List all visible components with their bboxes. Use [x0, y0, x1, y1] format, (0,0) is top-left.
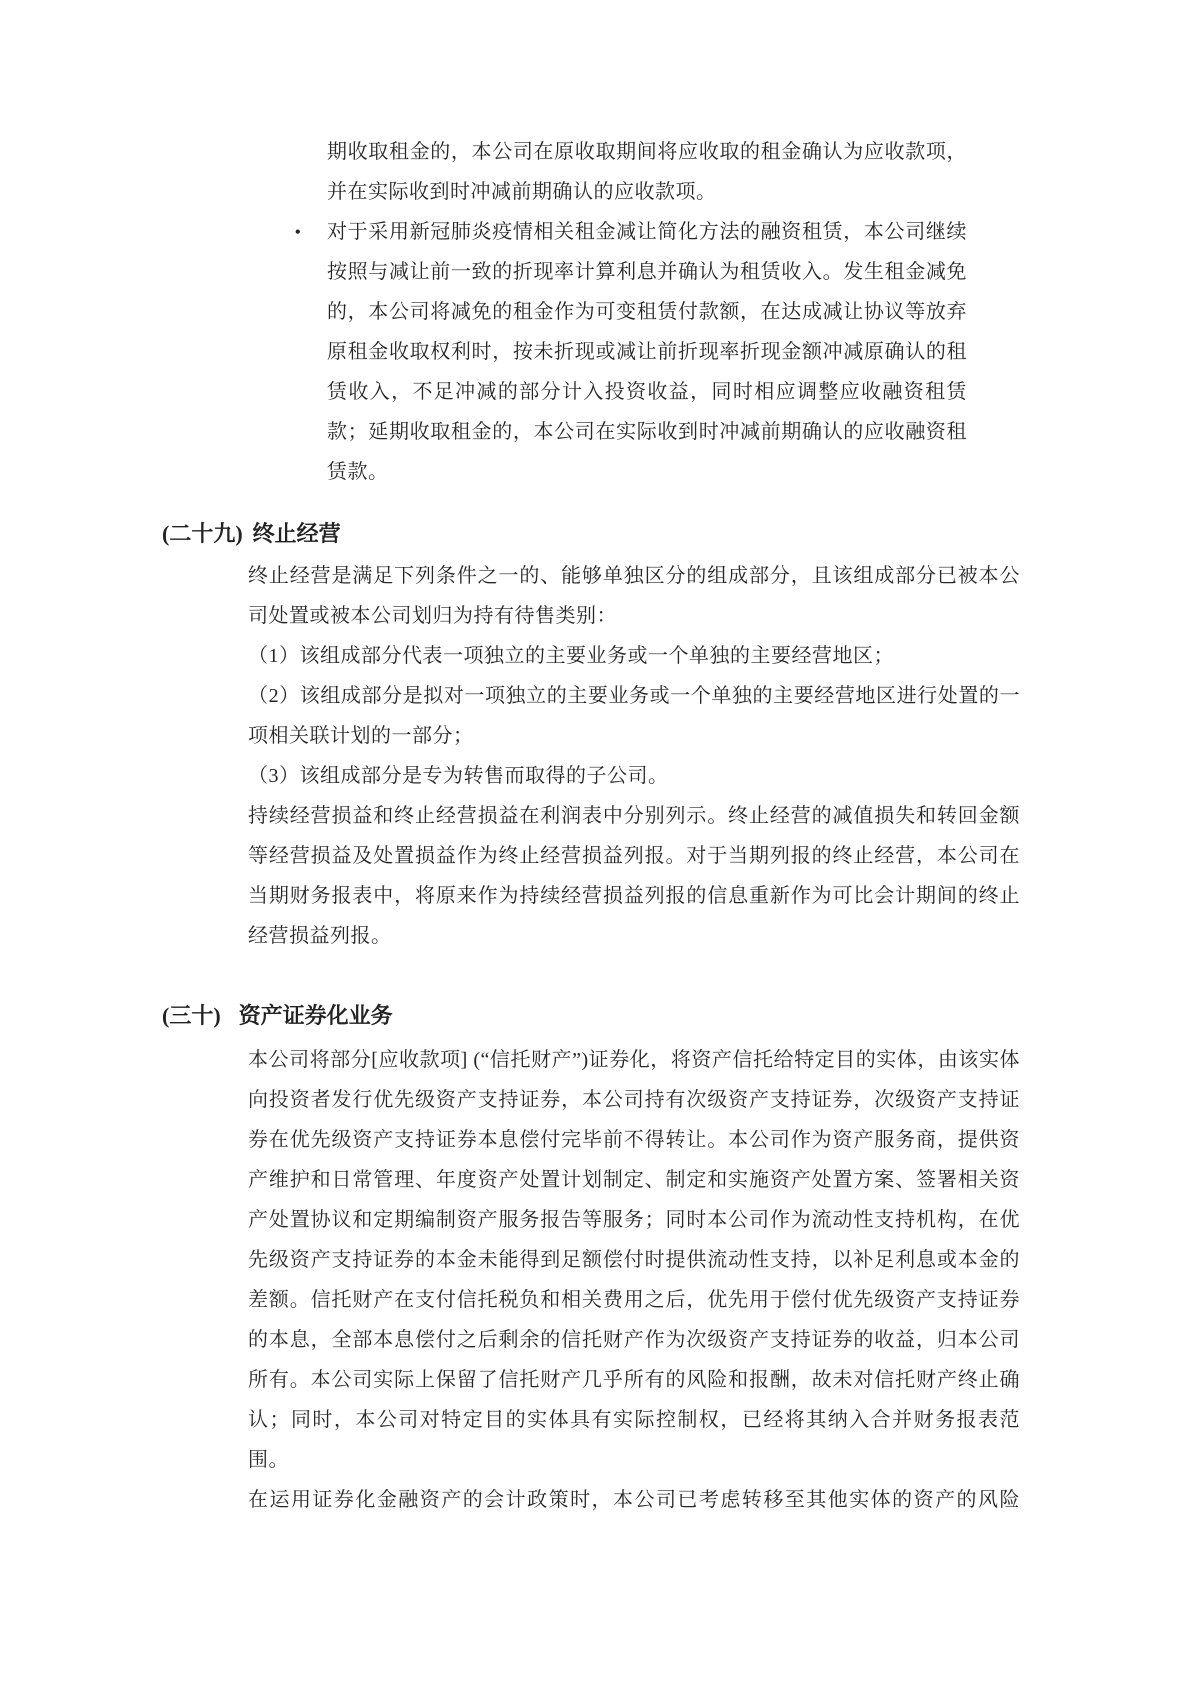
lease-bullet-item	[294, 212, 967, 492]
lease-continuation-paragraph: 期收取租金的，本公司在原收取期间将应收取的租金确认为应收款项，并在实际收到时冲减前期确认的应收款项。	[327, 141, 967, 203]
lease-bullet-paragraph: 对于采用新冠肺炎疫情相关租金减让简化方法的融资租赁，本公司继续按照与减让前一致的折现率计算利息并确认为租赁收入。发生租金减免的，本公司将减免的租金作为可变租赁付款额，在达成减让协议等放弃原租金收取权利时，按未折现或减让前折现率折现金额冲减原确认的租赁收入，不足冲减的部分计入投资收益，同时相应调整应收融资租赁款；延期收取租金的，本公司在实际收到时冲减前期确认的应收融资租赁款。	[327, 221, 967, 483]
section-29-body	[248, 556, 1020, 956]
section-29-heading	[162, 514, 341, 554]
paragraph: 本公司将部分[应收款项] (“信托财产”)证券化，将资产信托给特定目的实体，由该实体向投资者发行优先级资产支持证券，本公司持有次级资产支持证券，次级资产支持证券在优先级资产支持证券本息偿付完毕前不得转让。本公司作为资产服务商，提供资产维护和日常管理、年度资产处置计划制定、制定和实施资产处置方案、签署相关资产处置协议和定期编制资产服务报告等服务；同时本公司作为流动性支持机构，在优先级资产支持证券的本金未能得到足额偿付时提供流动性支持，以补足利息或本金的差额。信托财产在支付信托税负和相关费用之后，优先用于偿付优先级资产支持证券的本息，全部本息偿付之后剩余的信托财产作为次级资产支持证券的收益，归本公司所有。本公司实际上保留了信托财产几乎所有的风险和报酬，故未对信托财产终止确认；同时，本公司对特定目的实体具有实际控制权，已经将其纳入合并财务报表范围。	[248, 1049, 1020, 1471]
section-30-number: (三十)	[162, 1003, 221, 1028]
list-item: （1）该组成部分代表一项独立的主要业务或一个单独的主要经营地区；	[248, 645, 894, 667]
list-item: （2）该组成部分是拟对一项独立的主要业务或一个单独的主要经营地区进行处置的一项相关联计划的一部分；	[248, 685, 1020, 747]
paragraph: 在运用证券化金融资产的会计政策时，本公司已考虑转移至其他实体的资产的风险	[248, 1489, 1020, 1511]
section-30-title: 资产证券化业务	[238, 1003, 393, 1028]
paragraph: 持续经营损益和终止经营损益在利润表中分别列示。终止经营的减值损失和转回金额等经营损益及处置损益作为终止经营损益列报。对于当期列报的终止经营，本公司在当期财务报表中，将原来作为持续经营损益列报的信息重新作为可比会计期间的终止经营损益列报。	[248, 805, 1020, 947]
paragraph: 终止经营是满足下列条件之一的、能够单独区分的组成部分，且该组成部分已被本公司处置或被本公司划归为持有待售类别：	[248, 565, 1020, 627]
section-29-number: (二十九)	[162, 521, 243, 546]
bullet-icon: •	[294, 222, 302, 242]
section-30-heading	[162, 996, 393, 1036]
lease-accounting-block	[294, 132, 967, 492]
list-item: （3）该组成部分是专为转售而取得的子公司。	[248, 765, 669, 787]
section-30-body	[248, 1040, 1020, 1520]
section-29-title: 终止经营	[252, 521, 341, 546]
